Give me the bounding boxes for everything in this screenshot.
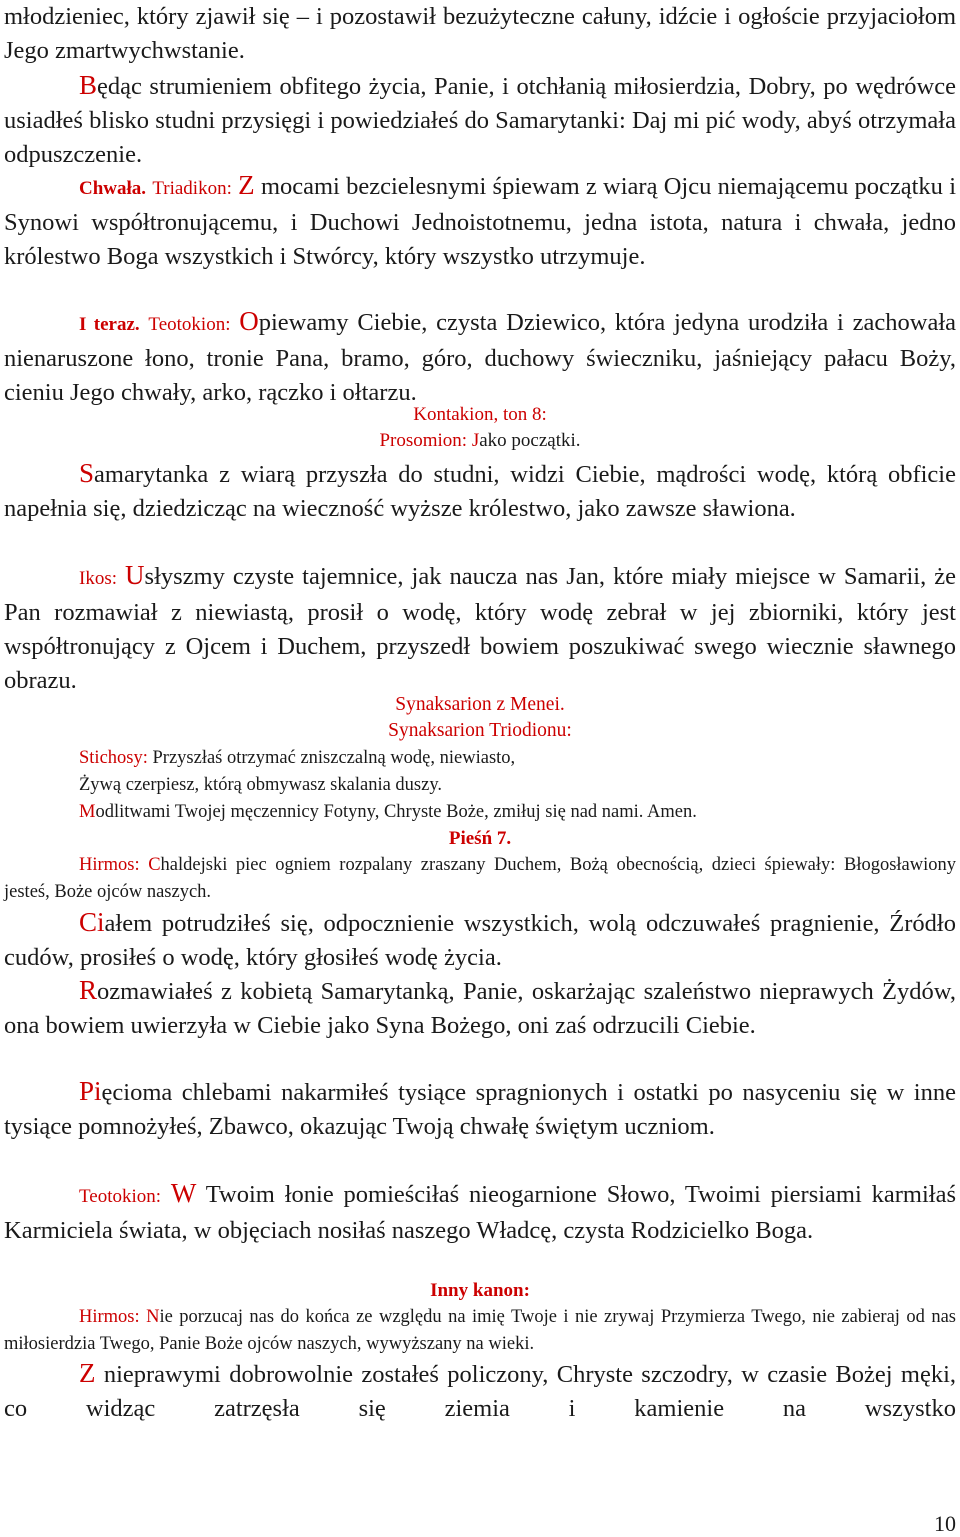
troparion-4 [4,1356,956,1426]
prosomion-label: Prosomion: [379,430,468,451]
troparion-2-text: ozmawiałeś z kobietą Samarytanką, Panie, oskarżając szaleństwo nieprawych Żydów, ona bowiem uwierzyła w Ciebie jako Syna Bożego, oni zaś odrzucili Ciebie. [4,978,956,1039]
paragraph-2 [4,68,956,172]
drop-letter: B [79,70,98,100]
stichosy-label: Stichosy: [79,748,148,768]
stichosy-text-1: Przyszłaś otrzymać zniszczalną wodę, niewiasto, [152,748,516,768]
drop-letter: Z [238,170,255,200]
drop-letter: M [79,802,96,822]
troparion-1 [4,905,956,975]
troparion-3-text: ęcioma chlebami nakarmiłeś tysiące spragnionych i ostatki po nasyceniu się w inne tysiące pomnożyłeś, Zbawco, okazując Twoją chwałę świętym uczniom. [4,1079,956,1140]
stichosy-line-2 [4,772,956,799]
drop-letter: W [170,1178,197,1208]
modlitwami-text: odlitwami Twojej męczennicy Fotyny, Chryste Boże, zmiłuj się nad nami. Amen. [95,802,697,822]
drop-letter: C [148,855,161,875]
drop-letter: Pi [79,1076,102,1106]
stichosy-line-1 [4,745,956,772]
drop-letter: O [239,306,259,336]
triadikon-text: mocami bezcielesnymi śpiewam z wiarą Ojcu niemającemu początku i Synowi współtronującemu, i Duchowi Jednoistotnemu, jedna istota, natura i chwała, jedno królestwo Boga wszystkich i Stwórcy, który wszystko utrzymuje. [4,173,957,270]
prosomion-text: ako początki. [479,430,581,451]
paragraph-1-text: młodzieniec, który zjawił się – i pozostawił bezużyteczne całuny, idźcie i ogłoście przyjaciołom Jego zmartwychwstanie. [4,3,956,64]
ikos-label: Ikos: [79,568,117,589]
teotokion-label: Teotokion: [148,314,231,335]
modlitwami-line [4,799,956,826]
hirmos-2-paragraph [4,1304,956,1357]
paragraph-kontakion [4,456,956,526]
kontakion-body: amarytanka z wiarą przyszła do studni, widzi Ciebie, mądrości wodę, którą obficie napełnia się, dziedzicząc na wieczność wyższe królestwo, jako zawsze sławiona. [4,461,956,522]
inny-kanon-heading [4,1278,956,1305]
paragraph-ikos [4,558,956,698]
kontakion-heading [4,402,956,429]
hirmos-label: Hirmos: [79,855,140,875]
piesn-heading [4,826,956,853]
kontakion-text: Kontakion, ton 8: [413,404,547,425]
drop-letter: R [79,975,98,1005]
hirmos-label: Hirmos: [79,1307,140,1327]
hirmos-2-text: ie porzucaj nas do końca ze względu na imię Twoje i nie zrywaj Przymierza Twego, nie zabieraj od nas miłosierdzia Twego, Panie Boże ojców naszych, wywyższany na wieki. [4,1307,956,1354]
teotokion-text: piewamy Ciebie, czysta Dziewico, która jedyna urodziła i zachowała nienaruszone łono, tronie Pana, bramo, góro, duchowy świeczniku, jaśniejący pałacu Boży, cieniu Jego chwały, arko, rączko i ołtarzu. [4,309,956,406]
drop-letter: N [146,1307,160,1327]
triadikon-label: Triadikon: [152,178,232,199]
prosomion-line [4,428,956,455]
piesn-text: Pieśń 7. [448,828,512,849]
inny-kanon-text: Inny kanon: [430,1280,530,1301]
page-number: 10 [934,1511,956,1536]
chwala-label: Chwała. [79,178,147,199]
teotokion-2-text: Twoim łonie pomieściłaś nieogarnione Słowo, Twoimi piersiami karmiłaś Karmiciela świata, w objęciach nosiłaś naszego Władcę, czysta Rodzicielko Boga. [4,1181,957,1244]
stichosy-text-2: Żywą czerpiesz, którą obmywasz skalania duszy. [79,775,443,795]
hirmos-paragraph [4,852,956,905]
synaksarion-triodionu [4,718,956,745]
paragraph-1 [4,0,956,68]
hirmos-text: haldejski piec ogniem rozpalany zraszany Duchem, Bożą obecnością, dzieci śpiewały: Błogosławiony jesteś, Boże ojców naszych. [4,855,957,902]
iteraz-label: I teraz. [79,314,140,335]
teotokion-label: Teotokion: [79,1186,162,1207]
drop-letter: U [125,560,145,590]
troparion-3 [4,1074,956,1144]
troparion-2 [4,973,956,1043]
drop-letter: S [79,458,95,488]
drop-letter: J [471,430,480,451]
paragraph-teotokion-1 [4,304,956,410]
troparion-4-text: nieprawymi dobrowolnie zostałeś policzony, Chryste szczodry, w czasie Bożej męki, co widząc zatrzęsła się ziemia i kamienie na wszystko [4,1361,957,1422]
teotokion-2 [4,1176,956,1248]
troparion-1-text: ałem potrudziłeś się, odpocznienie wszystkich, wolą odczuwałeś pragnienie, Źródło cudów, prosiłeś o wodę, który głosiłeś wodę życia. [4,910,956,971]
drop-letter: Ci [79,907,105,937]
paragraph-triadikon [4,168,956,274]
ikos-text: słyszmy czyste tajemnice, jak naucza nas Jan, które miały miejsce w Samarii, że Pan rozmawiał z niewiastą, prosił o wodę, który wodę zebrał w jej zbiorniki, który jest współtronujący z Ojcem i Duchem, przyszedł bowiem poszukiwać swego wiecznie sławnego obrazu. [4,563,956,694]
synaksarion-menei-text: Synaksarion z Menei. [395,694,565,715]
drop-letter: Z [79,1358,96,1388]
synaksarion-menei [4,692,956,719]
synaksarion-triodionu-text: Synaksarion Triodionu: [388,720,572,741]
paragraph-2-text: ędąc strumieniem obfitego życia, Panie, i otchłanią miłosierdzia, Dobry, po wędrówce usiadłeś blisko studni przysięgi i powiedziałeś do Samarytanki: Daj mi pić wody, abyś otrzymała odpuszczenie. [4,73,956,168]
